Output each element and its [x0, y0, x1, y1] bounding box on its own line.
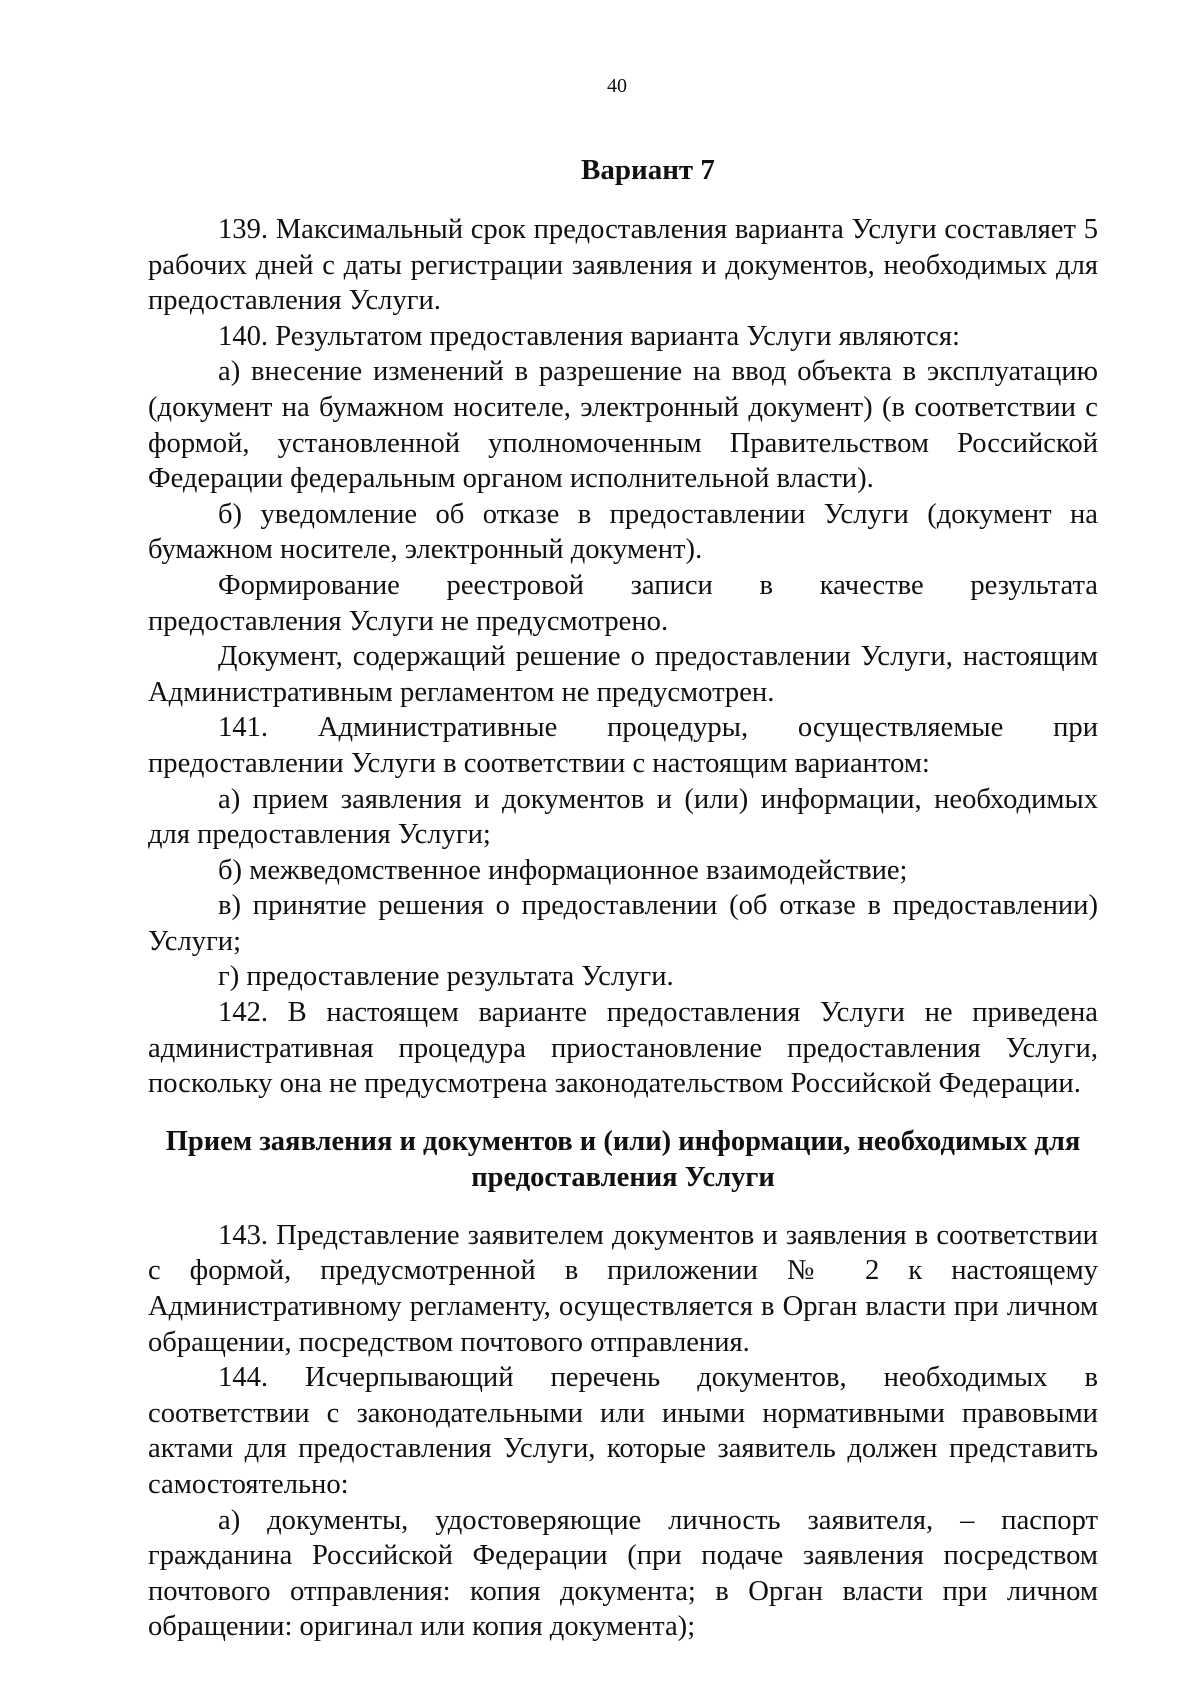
paragraph-140: 140. Результатом предоставления варианта Услуги являются:: [218, 320, 960, 352]
paragraph-decision-document: Документ, содержащий решение о предоставлении Услуги, настоящим Административным регламентом не предусмотрен.: [148, 641, 1098, 708]
paragraph-registry-record: Формирование реестровой записи в качестве результата предоставления Услуги не предусмотрено.: [148, 569, 1098, 637]
paragraph-140-a: а) внесение изменений в разрешение на ввод объекта в эксплуатацию (документ на бумажном носителе, электронный документ) (в соответствии с формой, установленной уполномоченным Правительством Российской Федерации федеральным органом исполнительной власти).: [148, 356, 1098, 495]
paragraph-140-b: б) уведомление об отказе в предоставлении Услуги (документ на бумажном носителе, электронный документ).: [148, 498, 1098, 566]
paragraph-143: 143. Представление заявителем документов и заявления в соответствии с формой, предусмотренной в приложении № 2 к настоящему Административному регламенту, осуществляется в Орган власти при личном обращении, посредством почтового отправления.: [148, 1219, 1098, 1358]
paragraph-141-b: б) межведомственное информационное взаимодействие;: [218, 854, 908, 886]
paragraph-141: 141. Административные процедуры, осуществляемые при предоставлении Услуги в соответствии с настоящим вариантом:: [148, 712, 1098, 779]
paragraph-144: 144. Исчерпывающий перечень документов, необходимых в соответствии с законодательными или иными нормативными правовыми актами для предоставления Услуги, которые заявитель должен представить самостоятельно:: [148, 1362, 1098, 1500]
paragraph-141-g: г) предоставление результата Услуги.: [218, 961, 674, 993]
paragraph-141-v: в) принятие решения о предоставлении (об отказе в предоставлении) Услуги;: [148, 890, 1098, 957]
section-heading: Прием заявления и документов и (или) информации, необходимых для предоставления Услуги: [165, 1125, 1081, 1193]
page-number: 40: [607, 75, 627, 97]
variant-title: Вариант 7: [581, 154, 715, 186]
document-body: [148, 150, 1098, 1645]
paragraph-142: 142. В настоящем варианте предоставления Услуги не приведена административная процедура приостановление предоставления Услуги, поскольку она не предусмотрена законодательством Российской Федерации.: [148, 997, 1098, 1100]
paragraph-144-a: а) документы, удостоверяющие личность заявителя, – паспорт гражданина Российской Федерации (при подаче заявления посредством почтового отправления: копия документа; в Орган власти при личном обращении: оригинал или копия документа);: [148, 1504, 1098, 1643]
paragraph-141-a: а) прием заявления и документов и (или) информации, необходимых для предоставления Услуги;: [148, 783, 1098, 851]
paragraph-139: 139. Максимальный срок предоставления варианта Услуги составляет 5 рабочих дней с даты регистрации заявления и документов, необходимых для предоставления Услуги.: [148, 214, 1098, 317]
